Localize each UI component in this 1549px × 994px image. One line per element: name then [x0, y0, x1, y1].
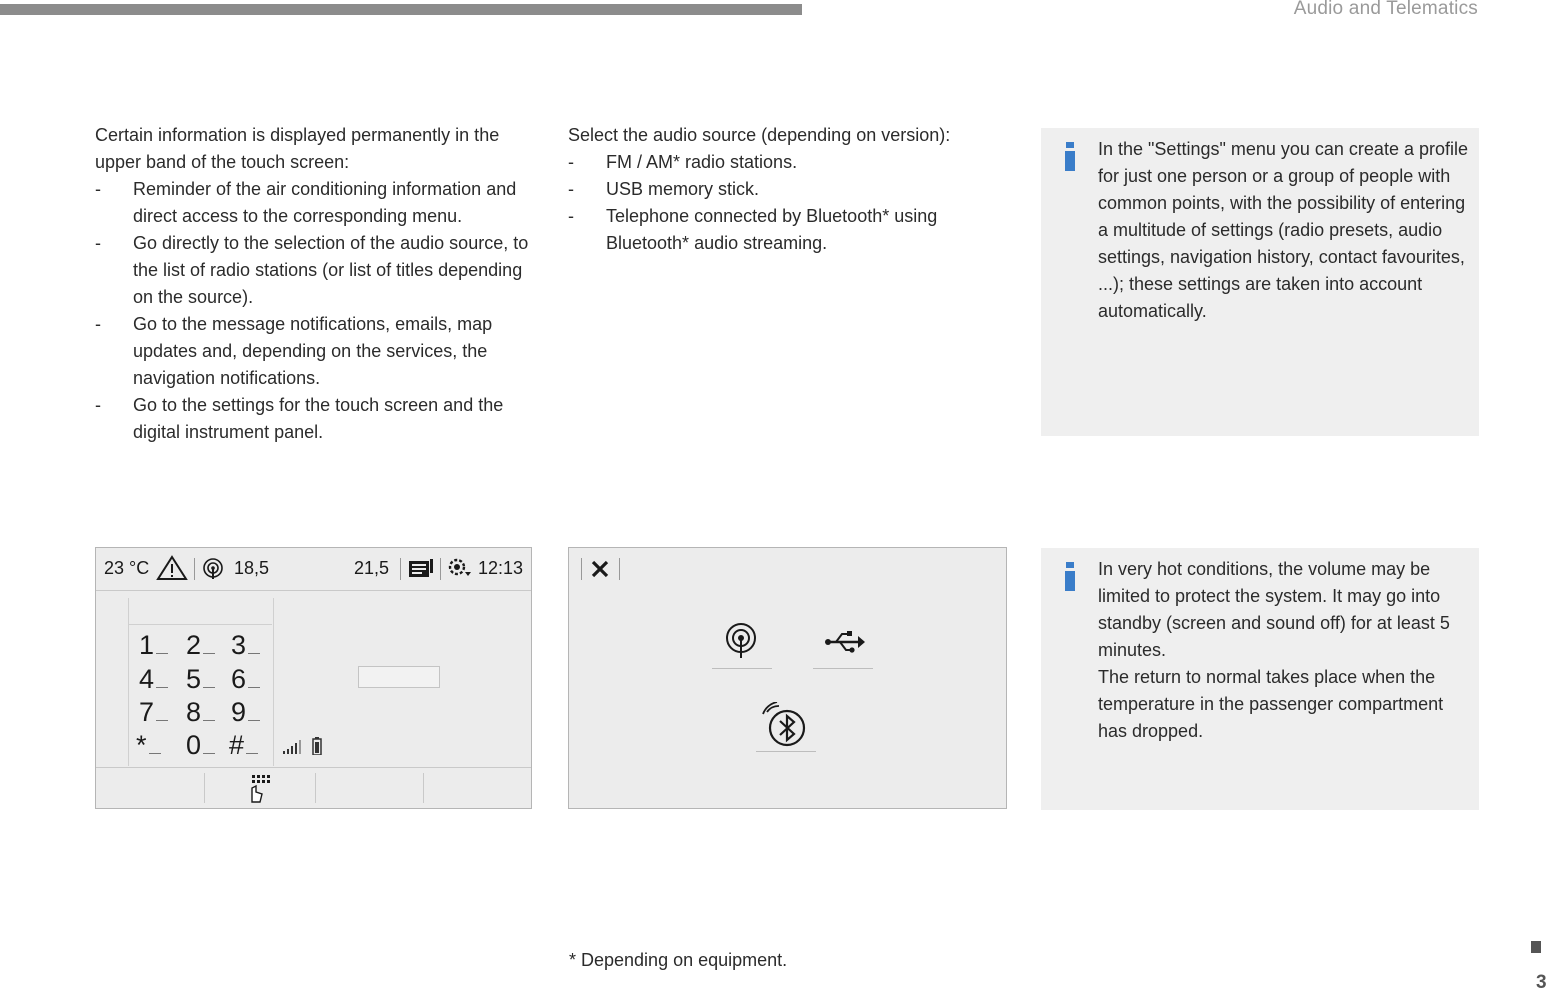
- battery-icon: [312, 737, 322, 760]
- info-icon: [1065, 142, 1075, 171]
- right-temp-readout[interactable]: 21,5: [354, 558, 390, 578]
- key-5[interactable]: 5: [186, 664, 215, 695]
- key-8[interactable]: 8: [186, 697, 215, 728]
- column-2-list: [568, 149, 998, 257]
- touch-screen-keypad: [95, 547, 532, 809]
- key-2[interactable]: 2: [186, 630, 215, 661]
- key-1[interactable]: 1: [139, 630, 168, 661]
- key-6[interactable]: 6: [231, 664, 260, 695]
- info-box-temperature: [1041, 548, 1479, 810]
- column-2-intro: Select the audio source (depending on version):: [568, 125, 951, 145]
- call-number-field[interactable]: [358, 666, 440, 688]
- list-item: - Go to the message notifications, emails, map updates and, depending on the services, the navigation notifications.: [95, 314, 493, 388]
- key-hash[interactable]: #: [229, 730, 258, 761]
- page-marker: [1531, 941, 1541, 953]
- close-icon[interactable]: [589, 558, 611, 585]
- column-2: [568, 122, 998, 257]
- left-temp-readout[interactable]: 18,5: [234, 558, 270, 578]
- key-star[interactable]: *: [136, 730, 161, 761]
- key-7[interactable]: 7: [139, 697, 168, 728]
- column-1-intro: Certain information is displayed permanently in the upper band of the touch screen:: [95, 125, 500, 172]
- clock-readout: 12:13: [478, 558, 524, 578]
- list-item: - Telephone connected by Bluetooth* using Bluetooth* audio streaming.: [568, 206, 938, 253]
- usb-icon[interactable]: [824, 630, 866, 659]
- list-item: - USB memory stick.: [568, 179, 760, 199]
- radio-source-icon[interactable]: [724, 622, 758, 665]
- messages-icon[interactable]: [408, 557, 434, 584]
- key-0[interactable]: 0: [186, 730, 215, 761]
- column-1-list: [95, 176, 535, 446]
- settings-gear-icon[interactable]: [446, 556, 472, 585]
- keypad-display: [128, 598, 272, 625]
- info-text: In the "Settings" menu you can create a profile for just one person or a group of people with common points, with the possibility of entering a multitude of settings (radio presets, audio settings, navigation history, contact favourites, ...); these settings are taken into account automatically.: [1098, 139, 1468, 321]
- key-4[interactable]: 4: [139, 664, 168, 695]
- key-9[interactable]: 9: [231, 697, 260, 728]
- warning-icon[interactable]: [156, 555, 188, 586]
- touch-screen-sources: [568, 547, 1007, 809]
- header-rule: [0, 4, 802, 15]
- signal-strength-icon: [282, 740, 302, 759]
- info-box-settings: [1041, 128, 1479, 436]
- bluetooth-icon[interactable]: [759, 702, 807, 755]
- info-icon: [1065, 562, 1075, 591]
- footnote: * Depending on equipment.: [569, 950, 788, 970]
- keypad-touch-icon[interactable]: [246, 774, 272, 809]
- radio-source-icon[interactable]: [202, 557, 224, 586]
- list-item: - Reminder of the air conditioning information and direct access to the corresponding menu.: [95, 179, 517, 226]
- page-number: 3: [1536, 972, 1547, 993]
- column-1: [95, 122, 535, 446]
- status-band: [96, 548, 531, 591]
- key-3[interactable]: 3: [231, 630, 260, 661]
- list-item: - Go to the settings for the touch screen and the digital instrument panel.: [95, 395, 504, 442]
- list-item: - FM / AM* radio stations.: [568, 152, 798, 172]
- list-item: - Go directly to the selection of the audio source, to the list of radio stations (or list of titles depending on the source).: [95, 233, 529, 307]
- info-text: In very hot conditions, the volume may be limited to protect the system. It may go into standby (screen and sound off) for at least 5 minutes. The return to normal takes place when the temperature in the passenger compartment has dropped.: [1098, 559, 1450, 741]
- section-title: Audio and Telematics: [1293, 0, 1478, 19]
- bottom-bar: [96, 767, 531, 808]
- temperature-readout[interactable]: 23 °C: [104, 558, 150, 578]
